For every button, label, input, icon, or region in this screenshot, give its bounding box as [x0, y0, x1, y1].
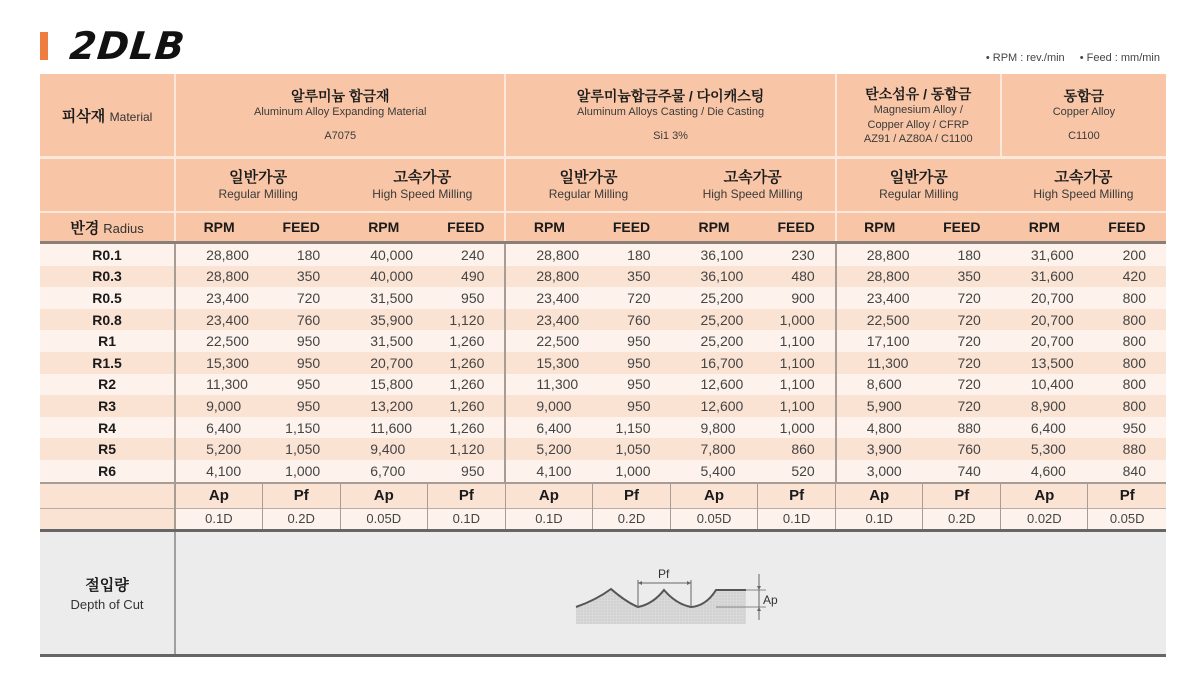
material-header-row [40, 74, 1166, 158]
ap-label: Ap [763, 592, 778, 607]
feed-column-header: FEED [427, 212, 505, 243]
radius-cell: R0.3 [40, 266, 175, 288]
material-aluminum-casting: 알루미늄합금주물 / 다이캐스팅 Aluminum Alloys Casting / Die Casting Si1 3% [505, 74, 835, 158]
pf-label: Pf [1088, 483, 1166, 509]
feed-cell: 1,000 [758, 309, 836, 331]
rpm-cell: 5,200 [505, 438, 592, 460]
rpm-cell: 22,500 [836, 309, 923, 331]
feed-cell: 740 [923, 460, 1001, 483]
rpm-cell: 22,500 [505, 330, 592, 352]
material-copper-alloy: 동합금 Copper Alloy C1100 [1001, 74, 1166, 158]
rpm-cell: 36,100 [671, 266, 758, 288]
rpm-cell: 9,000 [505, 395, 592, 417]
rpm-cell: 12,600 [671, 395, 758, 417]
pf-label: Pf [758, 483, 836, 509]
rpm-cell: 28,800 [505, 243, 592, 266]
pf-value: 0.05D [1088, 508, 1166, 530]
feed-cell: 950 [427, 460, 505, 483]
pf-arrow-right [687, 581, 691, 585]
ap-value: 0.1D [836, 508, 923, 530]
feed-cell: 180 [262, 243, 340, 266]
feed-cell: 720 [923, 374, 1001, 396]
feed-cell: 1,260 [427, 417, 505, 439]
rpm-column-header: RPM [836, 212, 923, 243]
feed-cell: 950 [262, 374, 340, 396]
feed-cell: 350 [262, 266, 340, 288]
ap-value: 0.1D [175, 508, 262, 530]
rpm-cell: 11,300 [175, 374, 262, 396]
feed-cell: 950 [262, 395, 340, 417]
radius-cell: R5 [40, 438, 175, 460]
feed-cell: 950 [592, 330, 670, 352]
process-header: 일반가공 Regular Milling [836, 158, 1001, 213]
feed-cell: 720 [592, 287, 670, 309]
rpm-cell: 25,200 [671, 330, 758, 352]
material-carbon-fiber: 탄소섬유 / 동합금 Magnesium Alloy / Copper Alloy / CFRP AZ91 / AZ80A / C1100 [836, 74, 1001, 158]
rpm-cell: 31,600 [1001, 266, 1088, 288]
rpm-cell: 8,600 [836, 374, 923, 396]
rpm-cell: 13,500 [1001, 352, 1088, 374]
rpm-cell: 17,100 [836, 330, 923, 352]
material-aluminum-alloy: 알루미늄 합금재 Aluminum Alloy Expanding Material A7075 [175, 74, 505, 158]
radius-cell: R2 [40, 374, 175, 396]
feed-cell: 950 [592, 374, 670, 396]
radius-cell: R0.8 [40, 309, 175, 331]
rpm-cell: 15,300 [175, 352, 262, 374]
radius-cell: R0.5 [40, 287, 175, 309]
ap-label: Ap [340, 483, 427, 509]
rpm-cell: 5,900 [836, 395, 923, 417]
rpm-cell: 23,400 [505, 287, 592, 309]
feed-cell: 490 [427, 266, 505, 288]
rpm-cell: 31,600 [1001, 243, 1088, 266]
ap-pf-label-row [40, 483, 1166, 509]
pf-value: 0.2D [262, 508, 340, 530]
radius-cell: R3 [40, 395, 175, 417]
table-row [40, 266, 1166, 288]
pf-label: Pf [592, 483, 670, 509]
feed-cell: 720 [923, 395, 1001, 417]
rpm-unit-note: • RPM : rev./min [985, 52, 1065, 64]
feed-cell: 1,050 [262, 438, 340, 460]
feed-cell: 720 [923, 309, 1001, 331]
pf-label: Pf [658, 566, 670, 581]
rpm-column-header: RPM [340, 212, 427, 243]
radius-cell: R4 [40, 417, 175, 439]
rpm-cell: 23,400 [175, 287, 262, 309]
rpm-cell: 35,900 [340, 309, 427, 331]
feed-column-header: FEED [1088, 212, 1166, 243]
feed-cell: 1,260 [427, 395, 505, 417]
rpm-cell: 6,700 [340, 460, 427, 483]
pf-value: 0.2D [592, 508, 670, 530]
feed-cell: 950 [427, 287, 505, 309]
depth-of-cut-label: 절입량 Depth of Cut [40, 530, 175, 655]
feed-cell: 800 [1088, 374, 1166, 396]
column-header-row [40, 212, 1166, 243]
material-label: 피삭재 Material [40, 74, 175, 158]
rpm-cell: 3,900 [836, 438, 923, 460]
rpm-cell: 16,700 [671, 352, 758, 374]
feed-cell: 720 [923, 330, 1001, 352]
table-row [40, 395, 1166, 417]
title-accent-bar [40, 32, 48, 60]
feed-cell: 800 [1088, 330, 1166, 352]
pf-value: 0.1D [427, 508, 505, 530]
rpm-cell: 3,000 [836, 460, 923, 483]
rpm-cell: 4,800 [836, 417, 923, 439]
feed-cell: 840 [1088, 460, 1166, 483]
feed-column-header: FEED [923, 212, 1001, 243]
rpm-cell: 8,900 [1001, 395, 1088, 417]
table-row [40, 460, 1166, 483]
rpm-cell: 28,800 [505, 266, 592, 288]
ap-value: 0.1D [505, 508, 592, 530]
table-row [40, 309, 1166, 331]
data-rows [40, 243, 1166, 483]
feed-cell: 800 [1088, 309, 1166, 331]
feed-cell: 1,100 [758, 395, 836, 417]
rpm-cell: 6,400 [1001, 417, 1088, 439]
ap-value: 0.05D [340, 508, 427, 530]
feed-cell: 180 [923, 243, 1001, 266]
rpm-cell: 22,500 [175, 330, 262, 352]
feed-cell: 520 [758, 460, 836, 483]
rpm-cell: 40,000 [340, 266, 427, 288]
pf-label: Pf [923, 483, 1001, 509]
feed-cell: 800 [1088, 287, 1166, 309]
rpm-column-header: RPM [671, 212, 758, 243]
cutting-conditions-table [40, 74, 1166, 657]
rpm-cell: 9,000 [175, 395, 262, 417]
feed-cell: 900 [758, 287, 836, 309]
rpm-cell: 11,300 [505, 374, 592, 396]
depth-of-cut-row [40, 530, 1166, 655]
ap-label: Ap [671, 483, 758, 509]
feed-cell: 1,100 [758, 330, 836, 352]
feed-cell: 1,260 [427, 374, 505, 396]
feed-cell: 420 [1088, 266, 1166, 288]
rpm-cell: 28,800 [175, 243, 262, 266]
rpm-cell: 13,200 [340, 395, 427, 417]
process-header-row [40, 158, 1166, 213]
feed-cell: 1,100 [758, 352, 836, 374]
rpm-cell: 40,000 [340, 243, 427, 266]
feed-cell: 1,150 [592, 417, 670, 439]
pf-value: 0.1D [758, 508, 836, 530]
radius-header: 반경 Radius [40, 212, 175, 243]
feed-cell: 1,260 [427, 352, 505, 374]
feed-cell: 950 [262, 330, 340, 352]
feed-cell: 800 [1088, 352, 1166, 374]
feed-cell: 480 [758, 266, 836, 288]
page-title: 2DLB [67, 24, 188, 68]
radius-cell: R0.1 [40, 243, 175, 266]
table-row [40, 438, 1166, 460]
pf-value: 0.2D [923, 508, 1001, 530]
feed-cell: 880 [923, 417, 1001, 439]
rpm-cell: 4,600 [1001, 460, 1088, 483]
feed-cell: 880 [1088, 438, 1166, 460]
feed-unit-note: • Feed : mm/min [1079, 52, 1160, 64]
feed-cell: 1,120 [427, 309, 505, 331]
rpm-column-header: RPM [505, 212, 592, 243]
feed-cell: 180 [592, 243, 670, 266]
rpm-cell: 28,800 [836, 243, 923, 266]
process-header: 일반가공 Regular Milling [175, 158, 340, 213]
ap-blank-cell [40, 508, 175, 530]
depth-of-cut-diagram [566, 562, 776, 624]
rpm-cell: 7,800 [671, 438, 758, 460]
rpm-cell: 20,700 [1001, 330, 1088, 352]
table-row [40, 287, 1166, 309]
depth-of-cut-diagram-cell [175, 530, 1166, 655]
rpm-cell: 11,600 [340, 417, 427, 439]
rpm-cell: 9,800 [671, 417, 758, 439]
process-header: 고속가공 High Speed Milling [340, 158, 505, 213]
rpm-cell: 23,400 [175, 309, 262, 331]
feed-cell: 950 [592, 352, 670, 374]
feed-cell: 350 [923, 266, 1001, 288]
ap-label: Ap [175, 483, 262, 509]
table-row [40, 243, 1166, 266]
rpm-cell: 11,300 [836, 352, 923, 374]
feed-cell: 950 [262, 352, 340, 374]
ap-arrow-bottom [757, 607, 761, 611]
feed-cell: 950 [1088, 417, 1166, 439]
feed-cell: 350 [592, 266, 670, 288]
rpm-column-header: RPM [1001, 212, 1088, 243]
table-row [40, 374, 1166, 396]
rpm-column-header: RPM [175, 212, 262, 243]
ap-value: 0.02D [1001, 508, 1088, 530]
rpm-cell: 6,400 [505, 417, 592, 439]
table-row [40, 330, 1166, 352]
rpm-cell: 9,400 [340, 438, 427, 460]
feed-cell: 240 [427, 243, 505, 266]
rpm-cell: 20,700 [1001, 309, 1088, 331]
ap-label: Ap [1001, 483, 1088, 509]
feed-cell: 1,050 [592, 438, 670, 460]
pf-arrow-left [638, 581, 642, 585]
rpm-cell: 23,400 [836, 287, 923, 309]
rpm-cell: 4,100 [505, 460, 592, 483]
pf-label: Pf [427, 483, 505, 509]
process-blank-cell [40, 158, 175, 213]
rpm-cell: 25,200 [671, 287, 758, 309]
rpm-cell: 31,500 [340, 287, 427, 309]
feed-cell: 200 [1088, 243, 1166, 266]
rpm-cell: 4,100 [175, 460, 262, 483]
feed-cell: 860 [758, 438, 836, 460]
rpm-cell: 5,200 [175, 438, 262, 460]
feed-cell: 1,000 [262, 460, 340, 483]
feed-cell: 720 [923, 352, 1001, 374]
feed-column-header: FEED [262, 212, 340, 243]
radius-cell: R1 [40, 330, 175, 352]
rpm-cell: 10,400 [1001, 374, 1088, 396]
rpm-cell: 20,700 [1001, 287, 1088, 309]
ap-pf-value-row [40, 508, 1166, 530]
feed-cell: 760 [923, 438, 1001, 460]
feed-cell: 760 [592, 309, 670, 331]
process-header: 고속가공 High Speed Milling [671, 158, 836, 213]
radius-cell: R1.5 [40, 352, 175, 374]
table-row [40, 417, 1166, 439]
pf-label: Pf [262, 483, 340, 509]
rpm-cell: 15,300 [505, 352, 592, 374]
feed-cell: 1,150 [262, 417, 340, 439]
feed-cell: 1,000 [758, 417, 836, 439]
ap-blank-cell [40, 483, 175, 509]
ap-arrow-top [757, 586, 761, 590]
ap-label: Ap [505, 483, 592, 509]
radius-cell: R6 [40, 460, 175, 483]
feed-cell: 950 [592, 395, 670, 417]
rpm-cell: 12,600 [671, 374, 758, 396]
feed-cell: 800 [1088, 395, 1166, 417]
feed-column-header: FEED [758, 212, 836, 243]
rpm-cell: 25,200 [671, 309, 758, 331]
rpm-cell: 15,800 [340, 374, 427, 396]
feed-cell: 230 [758, 243, 836, 266]
feed-cell: 720 [923, 287, 1001, 309]
feed-cell: 1,000 [592, 460, 670, 483]
rpm-cell: 28,800 [836, 266, 923, 288]
feed-cell: 760 [262, 309, 340, 331]
ap-label: Ap [836, 483, 923, 509]
feed-cell: 1,120 [427, 438, 505, 460]
rpm-cell: 23,400 [505, 309, 592, 331]
feed-cell: 1,260 [427, 330, 505, 352]
rpm-cell: 31,500 [340, 330, 427, 352]
feed-column-header: FEED [592, 212, 670, 243]
rpm-cell: 28,800 [175, 266, 262, 288]
rpm-cell: 36,100 [671, 243, 758, 266]
process-header: 고속가공 High Speed Milling [1001, 158, 1166, 213]
feed-cell: 720 [262, 287, 340, 309]
rpm-cell: 5,300 [1001, 438, 1088, 460]
rpm-cell: 5,400 [671, 460, 758, 483]
feed-cell: 1,100 [758, 374, 836, 396]
process-header: 일반가공 Regular Milling [505, 158, 670, 213]
rpm-cell: 6,400 [175, 417, 262, 439]
title-area [40, 24, 188, 68]
rpm-cell: 20,700 [340, 352, 427, 374]
units-note [974, 52, 1160, 64]
table-row [40, 352, 1166, 374]
ap-value: 0.05D [671, 508, 758, 530]
